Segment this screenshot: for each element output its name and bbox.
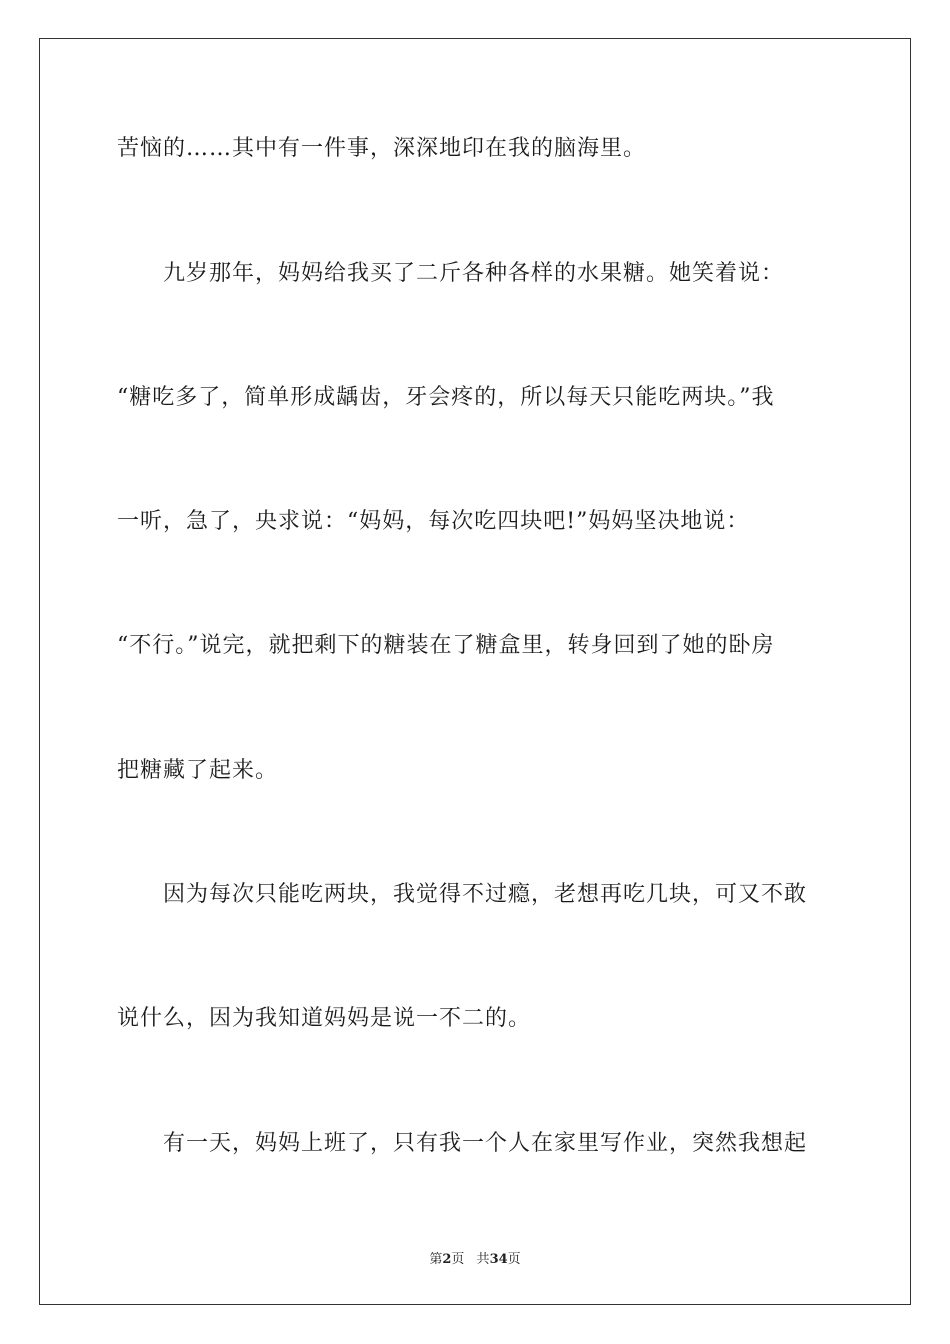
page-border [39, 38, 911, 1305]
text-line-2: 九岁那年，妈妈给我买了二斤各种各样的水果糖。她笑着说： [163, 261, 785, 286]
total-suffix: 页 [507, 1252, 521, 1267]
text-line-7: 因为每次只能吃两块，我觉得不过瘾，老想再吃几块，可又不敢 [163, 882, 808, 907]
page-footer [0, 1248, 950, 1267]
page-number: 2 [442, 1252, 452, 1267]
text-line-4: 一听，急了，央求说：“妈妈，每次吃四块吧!”妈妈坚决地说： [117, 509, 750, 534]
text-line-9: 有一天，妈妈上班了，只有我一个人在家里写作业，突然我想起 [163, 1131, 808, 1156]
total-indicator [477, 1252, 521, 1267]
text-line-6: 把糖藏了起来。 [117, 758, 279, 783]
text-line-5: “不行。”说完，就把剩下的糖装在了糖盒里，转身回到了她的卧房 [117, 633, 775, 658]
page-suffix: 页 [451, 1252, 465, 1267]
page-prefix: 第 [429, 1252, 443, 1267]
text-line-8: 说什么，因为我知道妈妈是说一不二的。 [117, 1006, 532, 1031]
page-indicator [429, 1252, 464, 1267]
text-line-1: 苦恼的……其中有一件事，深深地印在我的脑海里。 [117, 136, 647, 161]
total-prefix: 共 [476, 1252, 490, 1267]
text-line-3: “糖吃多了，简单形成龋齿，牙会疼的，所以每天只能吃两块。”我 [117, 385, 775, 410]
total-number: 34 [489, 1252, 508, 1267]
